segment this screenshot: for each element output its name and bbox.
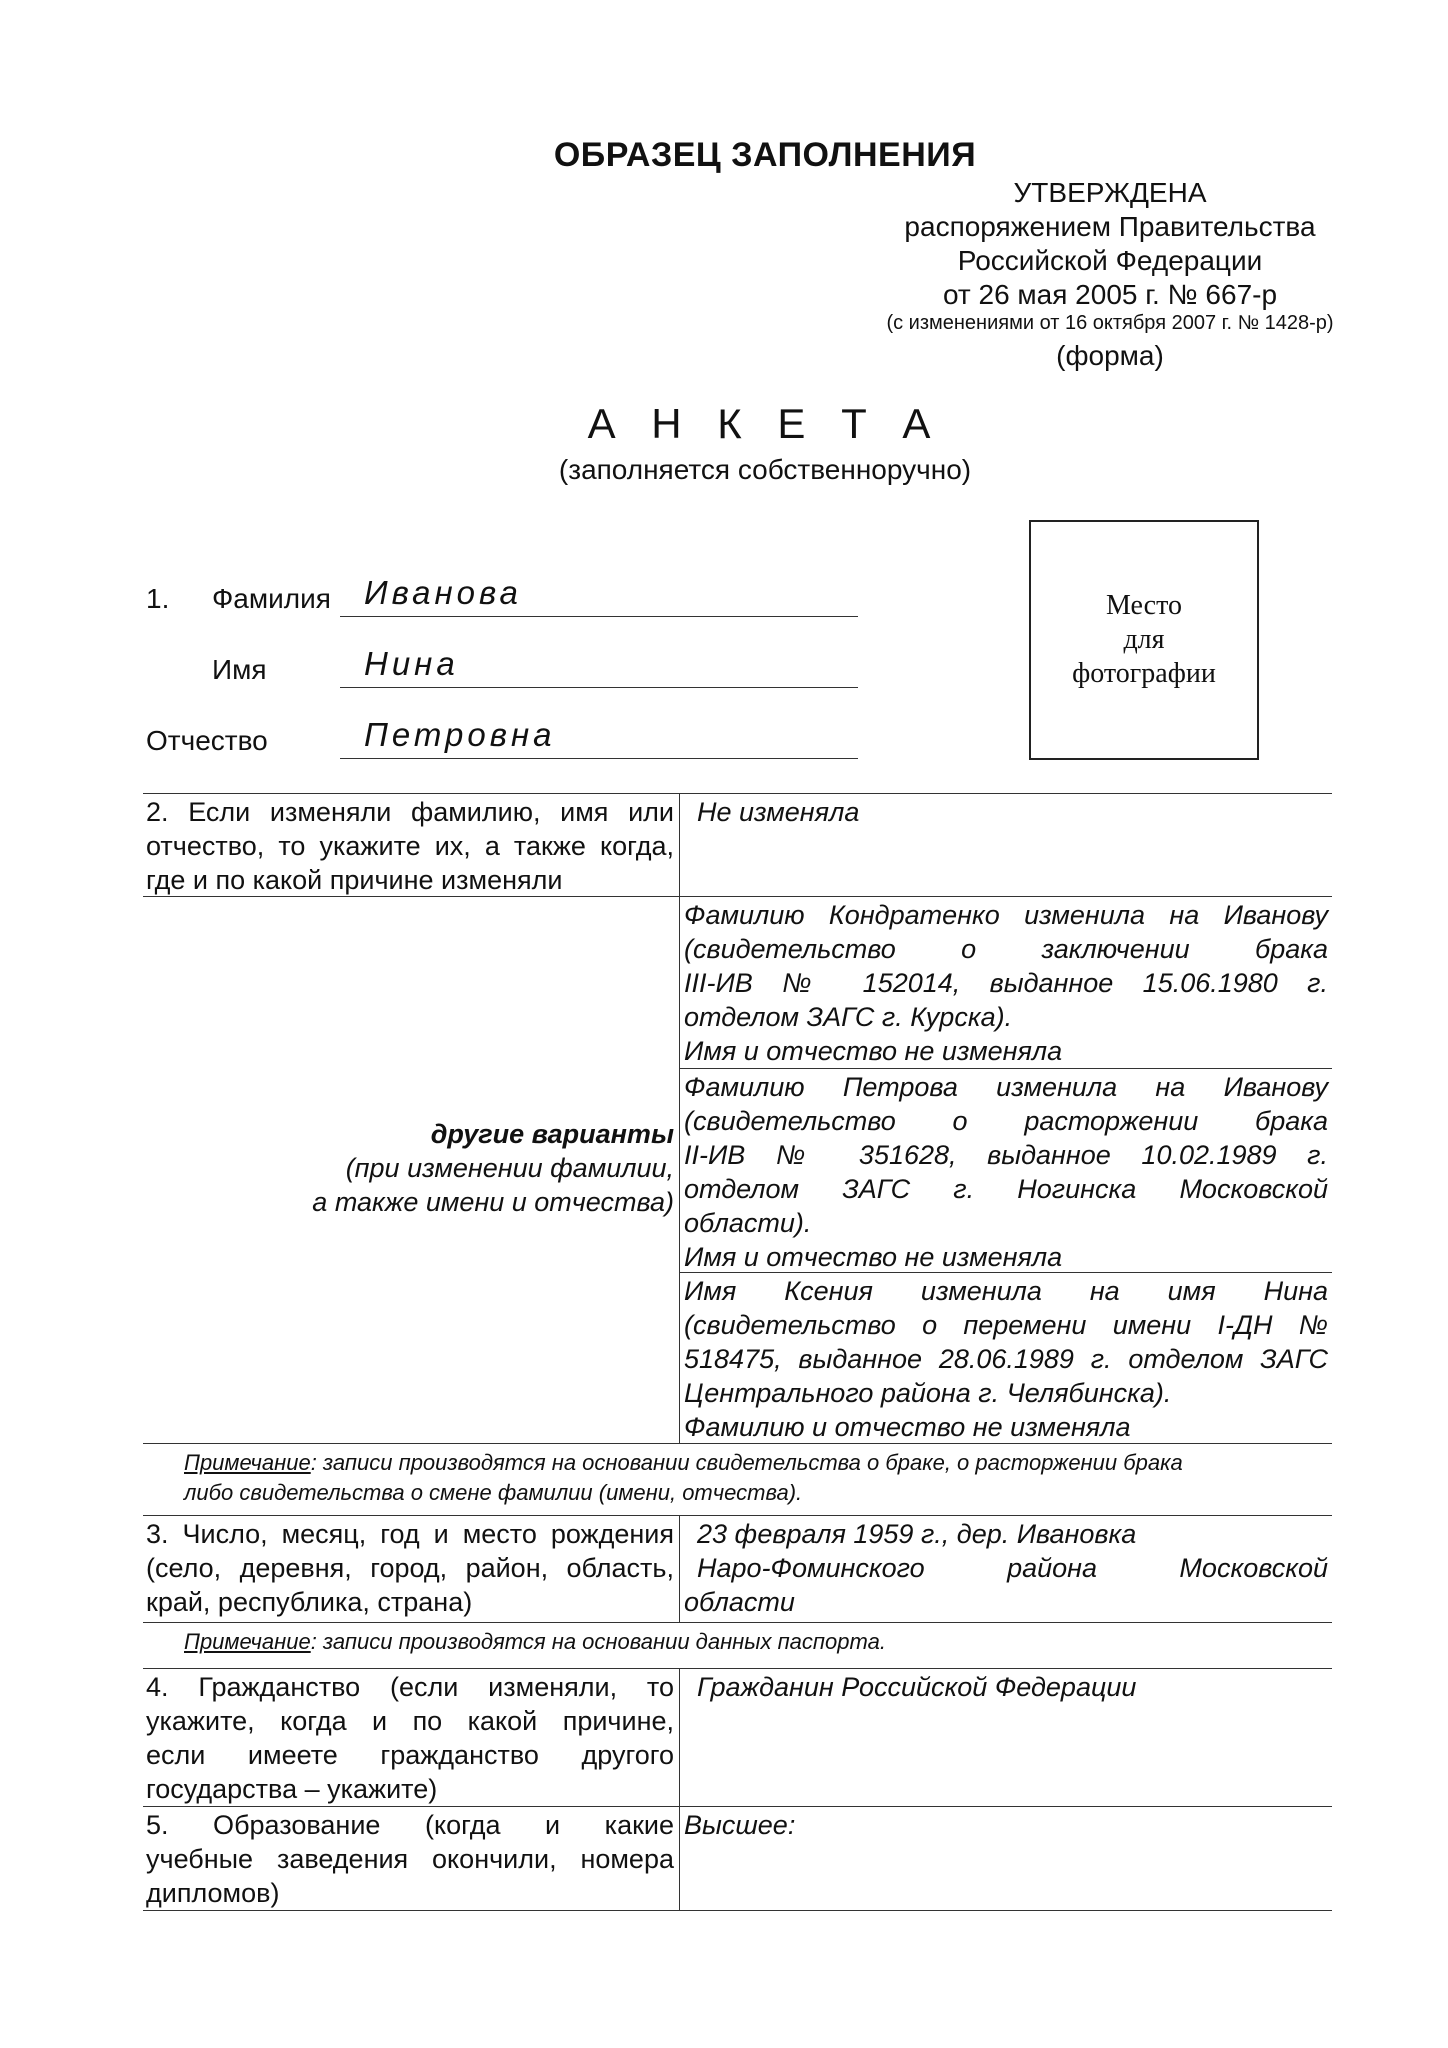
q2-question-line: отчество, то укажите их, а также когда, — [146, 831, 674, 861]
photo-placeholder — [1029, 520, 1259, 760]
q2-alternatives-heading — [146, 1117, 674, 1219]
q2-question — [146, 795, 674, 897]
approval-line-3: Российской Федерации — [957, 245, 1263, 276]
q3-note-label: Примечание — [184, 1629, 311, 1654]
q2-note-line-1: : записи производятся на основании свидетельства о браке, о расторжении брака — [310, 1450, 1183, 1475]
name-value: Нина — [364, 645, 459, 682]
q5-question-line: 5. Образование (когда и какие — [146, 1810, 674, 1840]
photo-line-3: фотографии — [1072, 658, 1216, 689]
variant-2-line: отделом ЗАГС г. Ногинска Московской — [684, 1174, 1328, 1204]
approval-form-label: (форма) — [1056, 340, 1164, 371]
q2-answer: Не изменяла — [697, 797, 860, 827]
name-underline — [340, 687, 858, 688]
q5-question — [146, 1808, 674, 1910]
variant-3-line: (свидетельство о перемени имени I-ДН № — [684, 1310, 1328, 1340]
approval-amendments: (с изменениями от 16 октября 2007 г. № 1428-р) — [886, 312, 1334, 334]
table-rule — [143, 1910, 1332, 1911]
q3-answer-line: области — [684, 1587, 795, 1617]
q4-question-line: 4. Гражданство (если изменяли, то — [146, 1672, 674, 1702]
section-1-number: 1. — [146, 583, 170, 614]
surname-value: Иванова — [364, 574, 522, 611]
q3-question-line: 3. Число, месяц, год и место рождения — [146, 1519, 674, 1549]
table-rule — [143, 1622, 1332, 1623]
q3-note — [184, 1627, 886, 1657]
table-column-divider — [679, 793, 680, 1443]
variant-1-line: (свидетельство о заключении брака — [684, 934, 1328, 964]
q4-question-line: государства – укажите) — [146, 1774, 438, 1804]
patronymic-value: Петровна — [364, 716, 556, 753]
variant-3-line: Имя Ксения изменила на имя Нина — [684, 1276, 1328, 1306]
q2-question-line: 2. Если изменяли фамилию, имя или — [146, 797, 674, 827]
q3-answer — [684, 1517, 1328, 1619]
q2-question-line: где и по какой причине изменяли — [146, 865, 563, 895]
alt-sub-1: (при изменении фамилии, — [345, 1153, 674, 1183]
table-rule — [143, 1668, 1332, 1669]
q3-question-line: (село, деревня, город, район, область, — [146, 1553, 674, 1583]
approval-block — [880, 176, 1340, 312]
form-subtitle: (заполняется собственноручно) — [558, 454, 972, 485]
q3-answer-line: 23 февраля 1959 г., дер. Ивановка — [697, 1519, 1137, 1549]
variant-3-line: 518475, выданное 28.06.1989 г. отделом ЗАГС — [684, 1344, 1328, 1374]
variant-2-line: II-ИВ № 351628, выданное 10.02.1989 г. — [684, 1140, 1328, 1170]
sample-title: ОБРАЗЕЦ ЗАПОЛНЕНИЯ — [553, 136, 977, 174]
variant-2-line: области). — [684, 1208, 812, 1238]
table-rule — [143, 1515, 1332, 1516]
table-rule — [679, 1068, 1332, 1069]
variant-2-line: (свидетельство о расторжении брака — [684, 1106, 1328, 1136]
variant-3-line: Центрального района г. Челябинска). — [684, 1378, 1172, 1408]
form-title: А Н К Е Т А — [587, 400, 943, 447]
q4-question — [146, 1670, 674, 1806]
variant-1-line: III-ИВ № 152014, выданное 15.06.1980 г. — [684, 968, 1328, 998]
table-rule — [143, 793, 1332, 794]
approval-line-1: УТВЕРЖДЕНА — [1013, 177, 1207, 208]
photo-line-1: Место — [1106, 590, 1182, 621]
table-rule — [679, 896, 1332, 897]
table-column-divider — [679, 1668, 680, 1910]
variant-1-line: Фамилию Кондратенко изменила на Иванову — [684, 900, 1328, 930]
photo-line-2: для — [1123, 624, 1165, 655]
surname-label: Фамилия — [212, 583, 331, 614]
approval-line-2: распоряжением Правительства — [904, 211, 1316, 242]
patronymic-underline — [340, 758, 858, 759]
q2-note-line-2: либо свидетельства о смене фамилии (имени, отчества). — [184, 1480, 803, 1505]
alt-heading: другие варианты — [430, 1119, 674, 1149]
table-column-divider — [679, 1515, 680, 1622]
q3-note-text: : записи производятся на основании данных паспорта. — [310, 1629, 886, 1654]
q3-question-line: край, республика, страна) — [146, 1587, 473, 1617]
surname-underline — [340, 616, 858, 617]
variant-2-line: Фамилию Петрова изменила на Иванову — [684, 1072, 1328, 1102]
q2-variant-2 — [684, 1070, 1328, 1274]
q4-question-line: укажите, когда и по какой причине, — [146, 1706, 674, 1736]
name-label: Имя — [212, 654, 267, 685]
q2-note-label: Примечание — [184, 1450, 311, 1475]
approval-line-4: от 26 мая 2005 г. № 667-р — [942, 279, 1278, 310]
q3-question — [146, 1517, 674, 1619]
variant-2-line: Имя и отчество не изменяла — [684, 1242, 1063, 1272]
patronymic-label: Отчество — [146, 725, 268, 756]
q4-answer: Гражданин Российской Федерации — [697, 1672, 1137, 1702]
variant-3-line: Фамилию и отчество не изменяла — [684, 1412, 1131, 1442]
q5-question-line: учебные заведения окончили, номера — [146, 1844, 674, 1874]
table-rule — [143, 1806, 1332, 1807]
variant-1-line: отделом ЗАГС г. Курска). — [684, 1002, 1013, 1032]
q3-answer-line: Наро-Фоминского района Московской — [697, 1553, 1328, 1583]
q5-answer: Высшее: — [684, 1810, 796, 1840]
q2-variant-1 — [684, 898, 1328, 1068]
q5-question-line: дипломов) — [146, 1878, 280, 1908]
q2-variant-3 — [684, 1274, 1328, 1444]
variant-1-line: Имя и отчество не изменяла — [684, 1036, 1063, 1066]
q4-question-line: если имеете гражданство другого — [146, 1740, 674, 1770]
alt-sub-2: а также имени и отчества) — [312, 1187, 674, 1217]
q2-note — [184, 1448, 1183, 1478]
